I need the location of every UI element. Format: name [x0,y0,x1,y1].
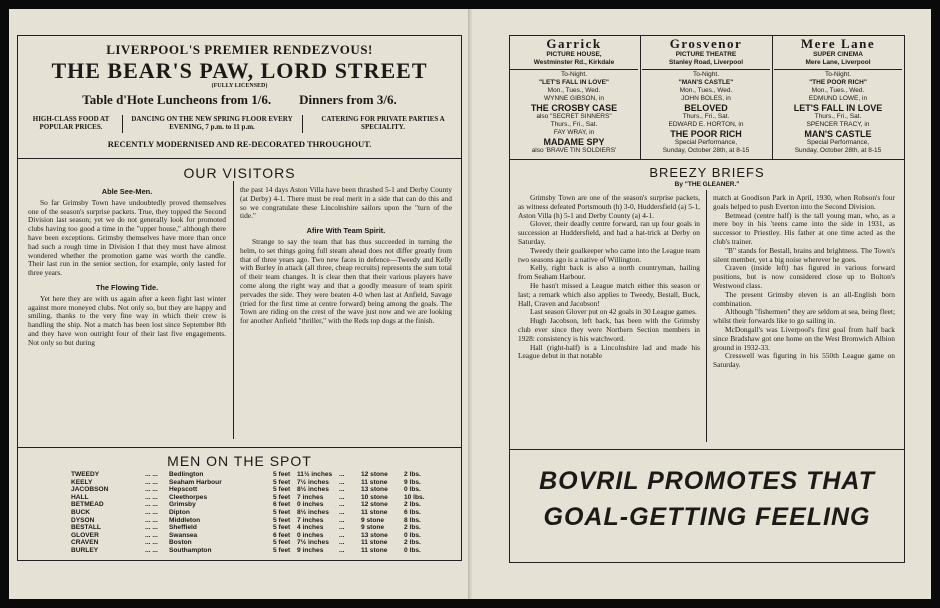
cell-lb: 10 lbs. [404,493,425,501]
cell-dots2: ... [339,478,345,486]
paragraph: Glover, their deadly centre forward, ran up four goals in succession at Huddersfield, and had a hat-trick at Derby on Saturday. [518,219,700,246]
cell-name: CRAVEN [71,539,99,547]
cinema-addr: Stanley Road, Liverpool [668,59,744,66]
cell-ft: 6 feet [273,501,291,509]
cell-ft: 5 feet [273,508,291,516]
paragraph: He hasn't missed a League match either this season or last; a remark which also applies to Tweedy, Bestall, Buck, Hall, Craven and Jacobson! [518,280,700,308]
cinema-rule [642,69,770,70]
cinema-l5: BELOVED [684,103,728,113]
cell-lb: 6 lbs. [404,508,421,516]
cell-dots2: ... [339,471,345,478]
ad-headline: LIVERPOOL'S PREMIER RENDEZVOUS! [106,42,373,57]
cell-lb: 8 lbs. [404,516,421,524]
cell-lb: 0 lbs. [404,546,421,554]
cinema-rule [774,69,902,70]
ad-col-catering: CATERING FOR PRIVATE PARTIES A SPECIALITY. [321,115,445,131]
ad-col-food: HIGH-CLASS FOOD AT POPULAR PRICES. [32,115,110,131]
cinema-l4: EDMUND LOWE, in [808,95,868,102]
cell-dots: ... ... [145,478,158,486]
ad-footer: RECENTLY MODERNISED AND RE-DECORATED THROUGHOUT. [107,139,372,149]
cell-ft: 5 feet [273,493,291,501]
cell-ft: 5 feet [273,516,291,524]
cell-st: 11 stone [361,478,388,486]
cinema-l6: Thurs., Fri., Sat. [814,113,862,120]
cell-dots: ... ... [145,493,158,501]
bears-paw-ad [17,35,462,159]
cinema-name: Grosvenor [669,36,743,51]
ad-divider [122,115,123,133]
paragraph: McDongall's was Liverpool's first goal from half back since Bradshaw got one home on the West Bromwich Albion ground in 1932-33. [713,324,895,352]
column-rule [233,181,234,439]
paragraph: the past 14 days Aston Villa have been thrashed 5-1 and Derby County (at Derby) 4-1. There must be real merit in a side that can do this and so we congratulate these Lincolnshire sailors upon the "turn of the tide." [240,185,452,221]
cinema-l2: "MAN'S CASTLE" [678,79,734,86]
cinema-l2: "THE POOR RICH" [809,79,867,86]
cell-ft: 5 feet [273,486,291,494]
cell-name: BURLEY [71,546,99,554]
cinema-l2: "LET'S FALL IN LOVE" [538,79,610,86]
cell-lb: 0 lbs. [404,531,421,539]
cinema-l3: Mon., Tues., Wed. [679,87,733,94]
cell-name: BETMEAD [71,501,104,509]
cell-st: 11 stone [361,508,388,516]
paragraph: Last season Glover put on 42 goals in 30 League games. [530,307,697,317]
cinema-l7: Thurs., Fri., Sat. [550,121,598,128]
cell-st: 12 stone [361,471,388,478]
cell-st: 13 stone [361,531,388,539]
ad-divider [302,115,303,133]
cinema-l1: To-Night. [692,71,719,78]
subhead: Able See-Men. [101,187,153,196]
cell-dots2: ... [339,493,345,501]
cell-st: 12 stone [361,501,388,509]
ad-col-dancing: DANCING ON THE NEW SPRING FLOOR EVERY EVENING, 7 p.m. to 11 p.m. [131,115,293,131]
cinema-rule [510,69,638,70]
cinema-divider [772,36,773,159]
cinema-l8: THE POOR RICH [670,129,742,139]
cell-ft: 5 feet [273,546,291,554]
cinema-l6: Thurs., Fri., Sat. [682,113,730,120]
visitors-box [17,159,462,448]
cell-dots: ... ... [145,486,158,494]
cinema-l8: MAN'S CASTLE [804,129,872,139]
cell-club: Boston [169,539,192,547]
cinema-l1: To-Night. [824,71,851,78]
paragraph: Craven (inside left) has figured in various forward positions, but is now considered close up to Bolton's Westwood class. [713,263,895,290]
cinema-name: Mere Lane [800,36,876,51]
cell-dots2: ... [339,486,345,494]
visitors-col-1 [28,186,226,348]
cell-name: KEELY [71,478,93,486]
cinema-l4: JOHN BOLES, in [681,95,731,102]
cell-in: 7½ inches [297,539,329,547]
cell-dots2: ... [339,501,345,509]
cinema-name: Garrick [546,36,602,51]
briefs-title: BREEZY BRIEFS [649,165,765,180]
cinema-l10: also 'BRAVE TIN SOLDIERS' [531,147,617,154]
paragraph: The present Grimsby eleven is an all-English born combination. [713,289,895,308]
left-page [9,9,470,599]
cinema-0 [510,37,638,155]
cinema-l10: Sunday, October 28th, at 8-15 [794,147,882,154]
subhead: The Flowing Tide. [95,282,159,292]
cell-name: TWEEDY [71,471,100,478]
cinema-divider [640,36,641,159]
bovril-line-1: BOVRIL PROMOTES THAT [539,467,875,495]
cell-name: DYSON [71,516,95,524]
cell-club: Middleton [169,516,201,524]
cell-name: BUCK [71,508,91,516]
cinema-l7: SPENCER TRACY, in [806,121,870,128]
cell-name: GLOVER [71,531,99,539]
cell-lb: 2 lbs. [404,524,421,532]
paragraph: Grimsby Town are one of the season's surprise packets, as witness defeated Portsmouth (h) 3-0, Huddersfield (a) 5-1, Aston Villa (h) 5-1 and Derby County (a) 4-1. [518,193,700,220]
men-title: MEN ON THE SPOT [167,453,312,469]
cell-dots2: ... [339,508,345,516]
cell-ft: 5 feet [273,524,291,532]
cell-in: 7 inches [297,493,324,501]
paragraph: Strange to say the team that has thus succeeded in turning the helm, to set things going full steam ahead does not differ greatly from that of three years ago. Two new faces in defence—Tweedy and Kelly with Burley in attack (all three, cheap recruits) represents the sum total of their team changes. It is clear then that their various players have come along the right way and that a goodly measure of team spirit pervades the side. They were beaten 4-0 when last at Anfield, Savage (tried for the first time at centre forward) being among the goals. The Town are riding on the crest of the wave just now and we are looking for another Anfield "thriller," with the Reds top dogs at the finish. [240,236,452,326]
cinema-l9: MADAME SPY [543,137,605,147]
cell-dots: ... ... [145,516,158,524]
bovril-slogan [509,463,905,535]
cinema-2 [774,37,902,155]
cell-st: 11 stone [361,546,388,554]
cinema-l5: LET'S FALL IN LOVE [793,103,883,113]
cell-ft: 5 feet [273,471,291,478]
cell-club: Bedlington [169,471,204,478]
cell-name: BESTALL [71,524,101,532]
cinema-type: SUPER CINEMA [813,51,863,58]
cell-in: 7 inches [297,516,324,524]
paragraph: Hall (right-half) is a Lincolnshire lad and made his League debut in that notable [518,342,700,361]
cell-name: JACOBSON [71,486,109,494]
cinema-1 [642,37,770,155]
cell-club: Sheffield [169,524,197,532]
cell-dots2: ... [339,546,345,554]
paragraph: So far Grimsby Town have undoubtedly proved themselves one of the season's surprise packets. True, they topped the Second Division last season; yet we do not generally look for promoted clubs having too good a time in the "upper house," although there have been exceptions. Grimsby themselves have more than once had such a rough time in Division I that they must have almost wondered whether the promotion game was worth the candle. Their last run in the senior section, for example, only lasted for three years. [28,197,226,278]
cell-in: 4 inches [297,524,324,532]
cinema-l3: Mon., Tues., Wed. [547,87,601,94]
cell-ft: 5 feet [273,478,291,486]
cell-lb: 9 lbs. [404,478,421,486]
cell-in: 8½ inches [297,508,329,516]
paragraph: Kelly, right back is also a north countryman, hailing from Seaham Harbour. [518,263,700,282]
cell-club: Hepscott [169,486,198,494]
cell-dots: ... ... [145,539,158,547]
ad-prices: Table d'Hote Luncheons from 1/6. Dinners from 3/6. [82,92,397,107]
cell-dots: ... ... [145,508,158,516]
paragraph: Betmead (centre half) is the tall young man, who, as a mere boy in his 'teens came into the side in 1931, as successor to Priestley. His father at one time acted as the club's trainer. [713,210,895,246]
briefs-col-2 [713,194,895,370]
cinema-l1: To-Night. [560,71,587,78]
cell-st: 9 stone [361,524,385,532]
cinema-type: PICTURE HOUSE, [546,51,602,58]
cell-st: 10 stone [361,493,388,501]
cell-st: 13 stone [361,486,388,494]
cinema-l7: EDWARD E. HORTON, in [668,121,744,128]
cinema-addr: Mere Lane, Liverpool [805,59,871,66]
cell-dots: ... ... [145,546,158,554]
cinema-l9: Special Performance, [674,139,738,146]
cell-club: Seaham Harbour [169,478,222,486]
paragraph: match at Goodison Park in April, 1930, when Robson's four goals helped to push Everton into the Second Division. [713,193,895,211]
cinema-l5: THE CROSBY CASE [530,103,618,113]
cinema-l6: also "SECRET SINNERS" [536,113,612,120]
bovril-line-2: GOAL-GETTING FEELING [543,503,871,531]
cell-lb: 0 lbs. [404,486,421,494]
cell-dots2: ... [339,539,345,547]
cell-in: 11½ inches [297,471,333,478]
paragraph: Cresswell was figuring in his 550th League game on Saturday. [713,351,895,370]
briefs-col-1 [518,194,700,361]
cell-name: HALL [71,493,89,501]
column-rule [706,190,707,442]
paragraph: Yet here they are with us again after a keen fight last winter against more moneyed clubs. Not only so, but they are happy and smiling, thanks to the very fine way in which their crew is handling the ship. Not a match has been lost since September 8th and they have won outright four of their last five engagements. Not only so but during [28,293,226,347]
paragraph: Hugh Jacobson, left back, has been with the Grimsby club ever since they were Northern Section members in 1928: consistency is his watchword. [518,316,700,343]
cell-in: 0 inches [297,501,324,509]
ad-licensed: (FULLY LICENSED) [211,83,268,89]
briefs-box [509,160,905,450]
right-page [472,9,931,599]
cell-dots2: ... [339,524,345,532]
briefs-byline: By "THE GLEANER." [674,181,740,188]
cell-club: Dipton [169,508,190,516]
cell-dots: ... ... [145,524,158,532]
cell-club: Swansea [169,531,198,539]
cinema-addr: Westminster Rd., Kirkdale [533,59,615,66]
cell-dots: ... ... [145,531,158,539]
cell-dots: ... ... [145,471,158,478]
cell-dots2: ... [339,531,345,539]
subhead: Afire With Team Spirit. [306,226,386,236]
cell-st: 9 stone [361,516,385,524]
cell-in: 9 inches [297,546,324,554]
paragraph: "B" stands for Bestall, brains and brightness. The Town's silent member, yet a big noise wherever he goes. [713,245,895,264]
cinema-l4: WYNNE GIBSON, in [544,95,604,102]
cell-club: Southampton [169,546,212,554]
cell-club: Grimsby [169,501,196,509]
cell-ft: 5 feet [273,539,291,547]
paragraph: Tweedy their goalkeeper who came into the League team two seasons ago is a native of Willington. [518,245,700,264]
cinema-type: PICTURE THEATRE [675,51,737,58]
visitors-title: OUR VISITORS [183,165,296,181]
cell-in: 7½ inches [297,478,329,486]
visitors-col-2 [240,186,452,326]
cell-dots2: ... [339,516,345,524]
cinema-l3: Mon., Tues., Wed. [811,87,865,94]
ad-title: THE BEAR'S PAW, LORD STREET [51,58,428,83]
cinema-l10: Sunday, October 28th, at 8-15 [662,147,750,154]
cell-lb: 2 lbs. [404,471,421,478]
paragraph: Although "fishermen" they are seldom at sea, being fleet; whilst their forwards like to go sailing in. [713,307,895,326]
cinema-l8: FAY WRAY, in [553,129,595,136]
cell-dots: ... ... [145,501,158,509]
cinema-l9: Special Performance, [806,139,870,146]
cell-lb: 2 lbs. [404,501,421,509]
cell-lb: 2 lbs. [404,539,421,547]
cell-club: Cleethorpes [169,493,208,501]
cell-ft: 6 feet [273,531,291,539]
cell-in: 8½ inches [297,486,329,494]
cell-st: 11 stone [361,539,388,547]
cell-in: 0 inches [297,531,324,539]
